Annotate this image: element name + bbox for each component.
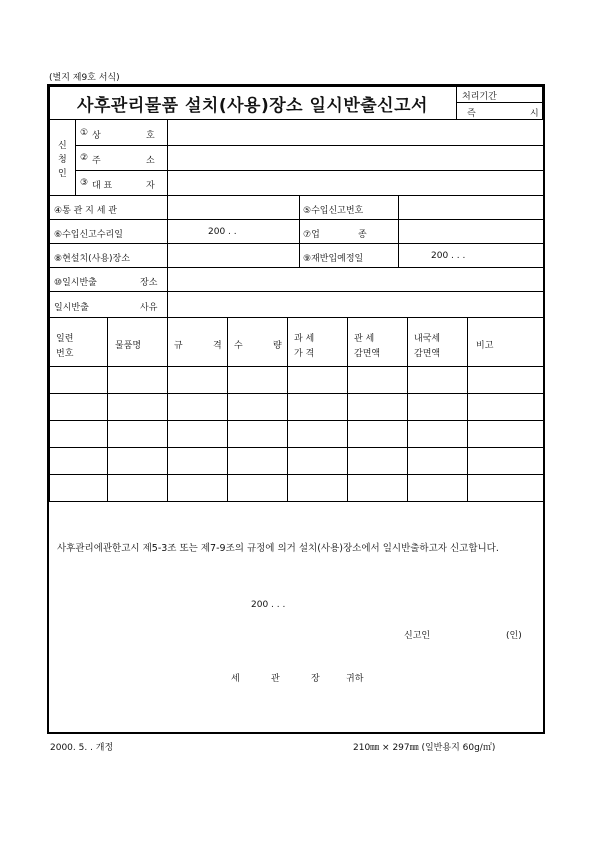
table-cell[interactable] [287, 474, 348, 502]
th-qty-1: 수 [234, 341, 243, 351]
row-label-b: 자 [146, 181, 155, 191]
out-reason-label-b: 사유 [140, 303, 158, 313]
applicant-name-field[interactable] [167, 119, 545, 146]
row-num: ② [80, 153, 89, 163]
table-cell[interactable] [347, 447, 408, 475]
table-cell[interactable] [107, 366, 168, 394]
out-reason-label-a: 일시반출 [54, 303, 89, 313]
th-item-name-label: 물품명 [115, 341, 142, 351]
table-cell[interactable] [407, 366, 468, 394]
business-type-label-a: ⑦업 [303, 230, 320, 240]
table-cell[interactable] [467, 420, 545, 448]
th-spec-1: 규 [174, 341, 183, 351]
row-label-a: 주 [92, 156, 101, 166]
th-domestic-red-2: 감면액 [414, 349, 441, 359]
th-customs-red-1: 관 세 [354, 334, 375, 344]
table-cell[interactable] [167, 366, 228, 394]
addressee-3: 장 [311, 674, 320, 684]
table-cell[interactable] [107, 474, 168, 502]
accept-date-label: ⑥수입신고수리일 [54, 230, 123, 240]
table-cell[interactable] [347, 420, 408, 448]
table-cell[interactable] [287, 447, 348, 475]
th-spec-2: 격 [213, 341, 222, 351]
table-cell[interactable] [167, 447, 228, 475]
th-serial-2: 번호 [56, 349, 74, 359]
row-label-b: 소 [146, 156, 155, 166]
out-place-label-a: ⑩일시반출 [54, 278, 97, 288]
processing-value-right: 시 [530, 109, 539, 119]
table-cell[interactable] [467, 474, 545, 502]
signer-label: 신고인 [404, 631, 431, 641]
applicant-representative-field[interactable] [167, 170, 545, 196]
table-cell[interactable] [107, 393, 168, 421]
return-date-label-cell [299, 243, 399, 268]
row-num: ③ [80, 178, 89, 188]
business-type-label-b: 종 [358, 230, 367, 240]
th-item-name [107, 317, 168, 367]
table-cell[interactable] [467, 366, 545, 394]
table-cell[interactable] [227, 474, 288, 502]
out-place-label-cell [49, 267, 168, 292]
table-cell[interactable] [167, 393, 228, 421]
th-qty-2: 량 [273, 341, 282, 351]
accept-date-value: 200 . . [208, 227, 237, 237]
table-cell[interactable] [347, 366, 408, 394]
paper-size-note: 210㎜ × 297㎜ (일반용지 60g/㎡) [353, 743, 496, 753]
current-place-field[interactable] [167, 243, 300, 268]
th-remarks [467, 317, 545, 367]
table-cell[interactable] [49, 393, 108, 421]
applicant-row-address [75, 145, 168, 171]
import-no-label: ⑤수입신고번호 [303, 206, 364, 216]
table-cell[interactable] [49, 474, 108, 502]
row-label-a: 상 [92, 131, 101, 141]
current-place-label-cell [49, 243, 168, 268]
out-reason-label-cell [49, 291, 168, 318]
th-remarks-label: 비고 [476, 341, 494, 351]
row-label-b: 호 [146, 131, 155, 141]
th-customs-red-2: 감면액 [354, 349, 381, 359]
table-cell[interactable] [467, 447, 545, 475]
th-domestic-red-1: 내국세 [414, 334, 441, 344]
applicant-side-1: 신 [58, 141, 67, 151]
table-cell[interactable] [107, 447, 168, 475]
accept-date-label-cell [49, 219, 168, 244]
processing-value-cell [456, 102, 543, 120]
table-cell[interactable] [407, 393, 468, 421]
import-no-field[interactable] [398, 195, 545, 220]
table-cell[interactable] [49, 366, 108, 394]
return-date-field[interactable] [398, 243, 545, 268]
out-place-label-b: 장소 [140, 278, 158, 288]
form-number-label: (별지 제9호 서식) [49, 73, 120, 83]
return-date-value: 200 . . . [431, 251, 466, 261]
seal-mark: (인) [506, 631, 522, 641]
return-date-label: ⑨재반입예정일 [303, 254, 364, 264]
table-cell[interactable] [227, 420, 288, 448]
th-taxable-price [287, 317, 348, 367]
business-type-field[interactable] [398, 219, 545, 244]
processing-label: 처리기간 [462, 92, 497, 102]
table-cell[interactable] [227, 447, 288, 475]
table-cell[interactable] [407, 447, 468, 475]
revision-note: 2000. 5. . 개정 [50, 743, 114, 753]
declaration-statement: 사후관리에관한고시 제5-3조 또는 제7-9조의 규정에 의거 설치(사용)장소에서 일시반출하고자 신고합니다. [57, 543, 499, 554]
business-type-label-cell [299, 219, 399, 244]
import-no-label-cell [299, 195, 399, 220]
current-place-label: ⑧현설치(사용)장소 [54, 254, 130, 264]
th-spec [167, 317, 228, 367]
th-taxable-2: 가 격 [294, 349, 315, 359]
table-cell[interactable] [347, 474, 408, 502]
table-cell[interactable] [167, 474, 228, 502]
applicant-side-cell [49, 119, 76, 196]
customs-label: ④통 관 지 세 관 [54, 206, 117, 216]
table-cell[interactable] [287, 420, 348, 448]
table-cell[interactable] [287, 366, 348, 394]
declaration-date: 200 . . . [251, 600, 286, 610]
processing-value-left: 즉 [467, 109, 476, 119]
customs-label-cell [49, 195, 168, 220]
processing-label-cell [456, 86, 543, 103]
table-cell[interactable] [167, 420, 228, 448]
addressee-1: 세 [231, 674, 240, 684]
table-cell[interactable] [49, 447, 108, 475]
form-title: 사후관리물품 설치(사용)장소 일시반출신고서 [77, 95, 428, 116]
th-domestic-reduction [407, 317, 468, 367]
table-cell[interactable] [467, 393, 545, 421]
table-cell[interactable] [49, 420, 108, 448]
applicant-row-representative [75, 170, 168, 196]
th-taxable-1: 과 세 [294, 334, 315, 344]
out-reason-field[interactable] [167, 291, 545, 318]
applicant-side-3: 인 [58, 169, 67, 179]
customs-field[interactable] [167, 195, 300, 220]
applicant-row-name [75, 119, 168, 146]
applicant-address-field[interactable] [167, 145, 545, 171]
th-customs-reduction [347, 317, 408, 367]
row-num: ① [80, 128, 89, 138]
applicant-side-2: 청 [58, 155, 67, 165]
table-cell[interactable] [287, 393, 348, 421]
addressee-2: 관 [271, 674, 280, 684]
th-qty [227, 317, 288, 367]
out-place-field[interactable] [167, 267, 545, 292]
table-cell[interactable] [407, 474, 468, 502]
th-serial-1: 일련 [56, 334, 74, 344]
title-box [49, 86, 457, 120]
row-label-a: 대 표 [92, 181, 113, 191]
table-cell[interactable] [227, 393, 288, 421]
accept-date-field[interactable] [167, 219, 300, 244]
table-cell[interactable] [107, 420, 168, 448]
table-cell[interactable] [407, 420, 468, 448]
addressee-4: 귀하 [346, 674, 364, 684]
th-serial [49, 317, 108, 367]
table-cell[interactable] [347, 393, 408, 421]
table-cell[interactable] [227, 366, 288, 394]
